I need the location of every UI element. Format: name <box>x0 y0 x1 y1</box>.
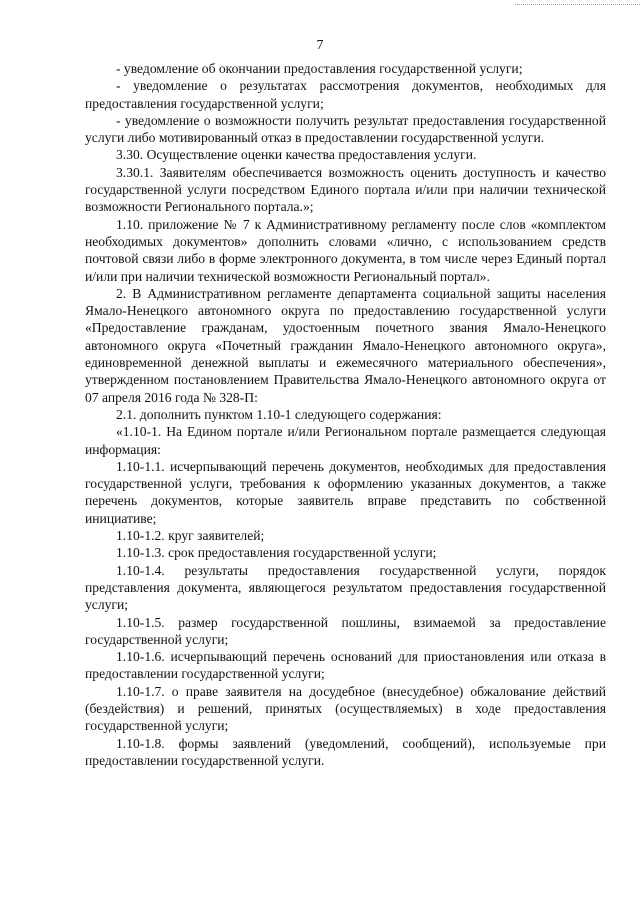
paragraph: 1.10. приложение № 7 к Административному регламенту после слов «комплектом необходимых документов» дополнить словами «лично, с использованием средств почтовой связи либо в форме электронного документа, в том числе через Единый портал и/или при наличии технической возможности Региональный портал». <box>85 216 606 284</box>
paragraph: - уведомление об окончании предоставления государственной услуги; <box>116 61 523 76</box>
paragraph: 1.10-1.2. круг заявителей; <box>116 528 265 544</box>
paragraph: 3.30.1. Заявителям обеспечивается возможность оценить доступность и качество государственной услуги посредством Единого портала и/или при наличии технической возможности Регионального портала.»; <box>85 164 606 215</box>
paragraph: 1.10-1.4. результаты предоставления государственной услуги, порядок представления документа, являющегося результатом предоставления государственной услуги; <box>85 562 606 613</box>
document-body <box>85 60 606 769</box>
paragraph: 2.1. дополнить пунктом 1.10-1 следующего содержания: <box>116 406 442 422</box>
paragraph: 2. В Административном регламенте департамента социальной защиты населения Ямало-Ненецкого автономного округа по предоставлению государственной услуги «Предоставление гражданам, удостоенным почетного звания Ямало-Ненецкого автономного округа «Почетный гражданин Ямало-Ненецкого автономного округа», единовременной денежной выплаты и ежемесячного материального обеспечения», утвержденном постановлением Правительства Ямало-Ненецкого автономного округа от 07 апреля 2016 года № 328-П: <box>85 285 606 405</box>
paragraph: 1.10-1.6. исчерпывающий перечень оснований для приостановления или отказа в предоставлении государственной услуги; <box>85 649 606 682</box>
top-edge-rule <box>515 4 640 5</box>
paragraph: 1.10-1.1. исчерпывающий перечень документов, необходимых для предоставления государственной услуги, требования к оформлению указанных документов, а также перечень документов, которые заявитель вправе представить по собственной инициативе; <box>85 458 606 526</box>
paragraph: 1.10-1.8. формы заявлений (уведомлений, сообщений), используемые при предоставлении государственной услуги. <box>85 735 606 768</box>
paragraph: «1.10-1. На Едином портале и/или Региональном портале размещается следующая информация: <box>85 424 606 457</box>
paragraph: 3.30. Осуществление оценки качества предоставления услуги. <box>116 147 477 163</box>
paragraph: - уведомление о возможности получить результат предоставления государственной услуги либо мотивированный отказ в предоставлении государственной услуги. <box>85 112 606 146</box>
paragraph: 1.10-1.5. размер государственной пошлины, взимаемой за предоставление государственной услуги; <box>85 614 606 647</box>
paragraph: 1.10-1.7. о праве заявителя на досудебное (внесудебное) обжалование действий (бездействия) и решений, принятых (осуществляемых) в ходе предоставления государственной услуги; <box>85 683 606 734</box>
paragraph: 1.10-1.3. срок предоставления государственной услуги; <box>116 545 437 561</box>
paragraph: - уведомление о результатах рассмотрения документов, необходимых для предоставления государственной услуги; <box>85 78 606 111</box>
page-number: 7 <box>316 38 324 53</box>
